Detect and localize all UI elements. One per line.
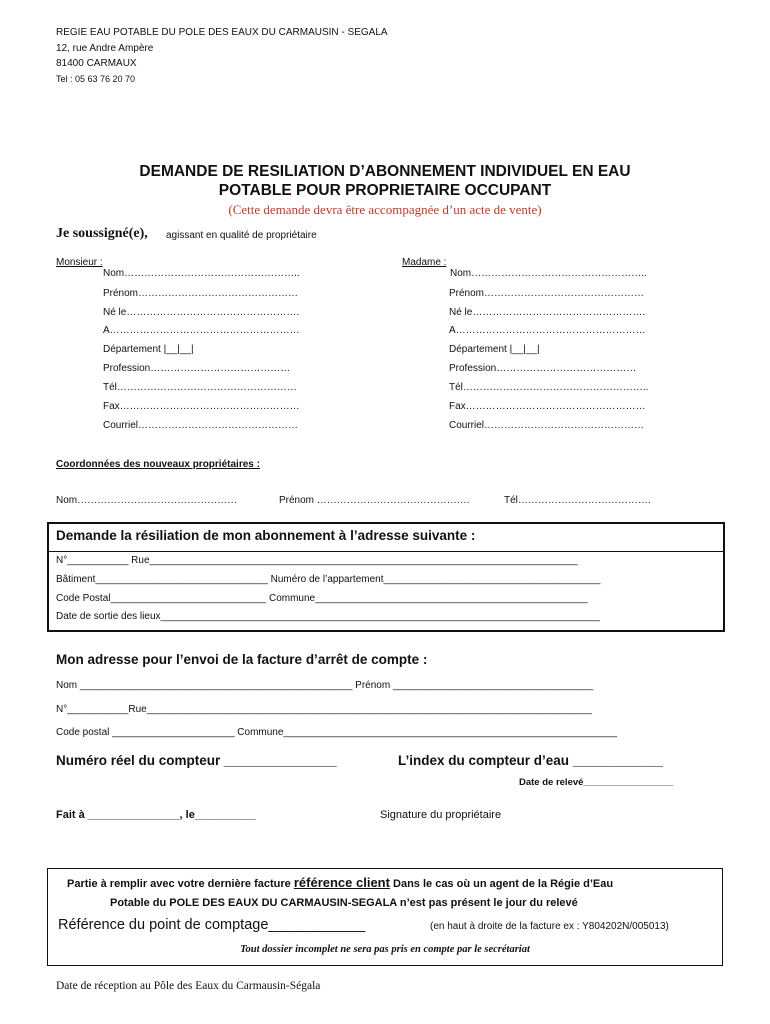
monsieur-fax-field[interactable]: Fax……………………………………………… (103, 401, 300, 412)
resiliation-commune-field[interactable]: Code Postal____________________________ Commune_________________________________________________ (56, 593, 588, 604)
monsieur-nom-field[interactable]: Nom…………………………………………….. (103, 268, 300, 279)
billing-nom-field[interactable]: Nom _________________________________________________ Prénom ____________________________________ (56, 680, 594, 691)
madame-tel-field[interactable]: Tél……………………………………………….. (449, 382, 649, 393)
madame-departement-field[interactable]: Département |__|__| (449, 344, 540, 355)
new-owners-nom-field[interactable]: Nom………………………………………… (56, 495, 238, 506)
org-tel: Tel : 05 63 76 20 70 (56, 74, 136, 84)
monsieur-heading: Monsieur : (56, 257, 103, 268)
monsieur-lieu-field[interactable]: A………………………………………………… (103, 325, 300, 336)
org-name: REGIE EAU POTABLE DU POLE DES EAUX DU CARMAUSIN - SEGALA (56, 27, 388, 38)
form-title-line2: POTABLE POUR PROPRIETAIRE OCCUPANT (218, 182, 552, 199)
madame-ne-le-field[interactable]: Né le……………………………………………. (449, 307, 646, 318)
madame-courriel-field[interactable]: Courriel………………………………………… (449, 420, 645, 431)
incomplete-file-note: Tout dossier incomplet ne sera pas pris en compte par le secrétariat (240, 944, 530, 955)
reference-client-label: référence client (293, 875, 390, 890)
meter-date-releve-field[interactable]: Date de relevé_________________ (519, 777, 674, 788)
form-title-note: (Cette demande devra être accompagnée d’un acte de vente) (228, 202, 542, 217)
new-owners-prenom-field[interactable]: Prénom ………………………………………. (279, 495, 470, 506)
fait-a-field[interactable]: Fait à _______________, le__________ (56, 809, 257, 821)
reception-date-label: Date de réception au Pôle des Eaux du Carmausin-Ségala (56, 980, 321, 992)
reference-hint: (en haut à droite de la facture ex : Y804202N/005013) (430, 921, 669, 932)
madame-heading: Madame : (402, 257, 447, 268)
madame-lieu-field[interactable]: A………………………………………………… (449, 325, 646, 336)
billing-commune-field[interactable]: Code postal ______________________ Commune____________________________________________________________ (56, 727, 618, 738)
reference-instructions-a: Partie à remplir avec votre dernière facture (67, 878, 291, 890)
billing-heading: Mon adresse pour l’envoi de la facture d’arrêt de compte : (56, 652, 428, 667)
intro-text: agissant en qualité de propriétaire (166, 230, 317, 241)
reference-instructions-line1 (67, 875, 613, 890)
meter-number-field[interactable]: Numéro réel du compteur _______________ (56, 753, 337, 768)
monsieur-profession-field[interactable]: Profession…………………………………… (103, 363, 291, 374)
signature-label: Signature du propriétaire (380, 809, 502, 821)
org-street: 12, rue Andre Ampère (56, 43, 154, 54)
madame-fax-field[interactable]: Fax……………………………………………… (449, 401, 646, 412)
monsieur-ne-le-field[interactable]: Né le……………………………………………. (103, 307, 300, 318)
monsieur-courriel-field[interactable]: Courriel………………………………………… (103, 420, 299, 431)
resiliation-heading: Demande la résiliation de mon abonnement à l’adresse suivante : (56, 528, 476, 543)
monsieur-departement-field[interactable]: Département |__|__| (103, 344, 194, 355)
meter-index-field[interactable]: L’index du compteur d’eau ____________ (398, 753, 663, 768)
resiliation-batiment-field[interactable]: Bâtiment_______________________________ Numéro de l’appartement_______________________________________ (56, 574, 601, 585)
resiliation-date-sortie-field[interactable]: Date de sortie des lieux_______________________________________________________________________________ (56, 611, 600, 622)
org-city: 81400 CARMAUX (56, 58, 137, 69)
monsieur-tel-field[interactable]: Tél……………………………………………… (103, 382, 297, 393)
madame-profession-field[interactable]: Profession…………………………………… (449, 363, 637, 374)
reference-point-comptage-field[interactable]: Référence du point de comptage____________ (58, 917, 366, 933)
form-title-line1: DEMANDE DE RESILIATION D’ABONNEMENT INDIVIDUEL EN EAU (139, 163, 631, 180)
new-owners-heading: Coordonnées des nouveaux propriétaires : (56, 459, 260, 470)
madame-nom-field[interactable]: Nom…………………………………………….. (450, 268, 647, 279)
billing-rue-field[interactable]: N°___________Rue________________________________________________________________________________ (56, 704, 592, 715)
reference-instructions-c: Dans le cas où un agent de la Régie d’Eau (393, 878, 614, 890)
madame-prenom-field[interactable]: Prénom………………………………………… (449, 288, 645, 299)
new-owners-tel-field[interactable]: Tél…………………………………. (504, 495, 651, 506)
reference-instructions-line2: Potable du POLE DES EAUX DU CARMAUSIN-SEGALA n’est pas présent le jour du relevé (110, 897, 578, 909)
monsieur-prenom-field[interactable]: Prénom………………………………………… (103, 288, 299, 299)
resiliation-divider (49, 551, 723, 552)
resiliation-rue-field[interactable]: N°___________ Rue_____________________________________________________________________________ (56, 555, 578, 566)
intro-label: Je soussigné(e), (56, 226, 148, 241)
